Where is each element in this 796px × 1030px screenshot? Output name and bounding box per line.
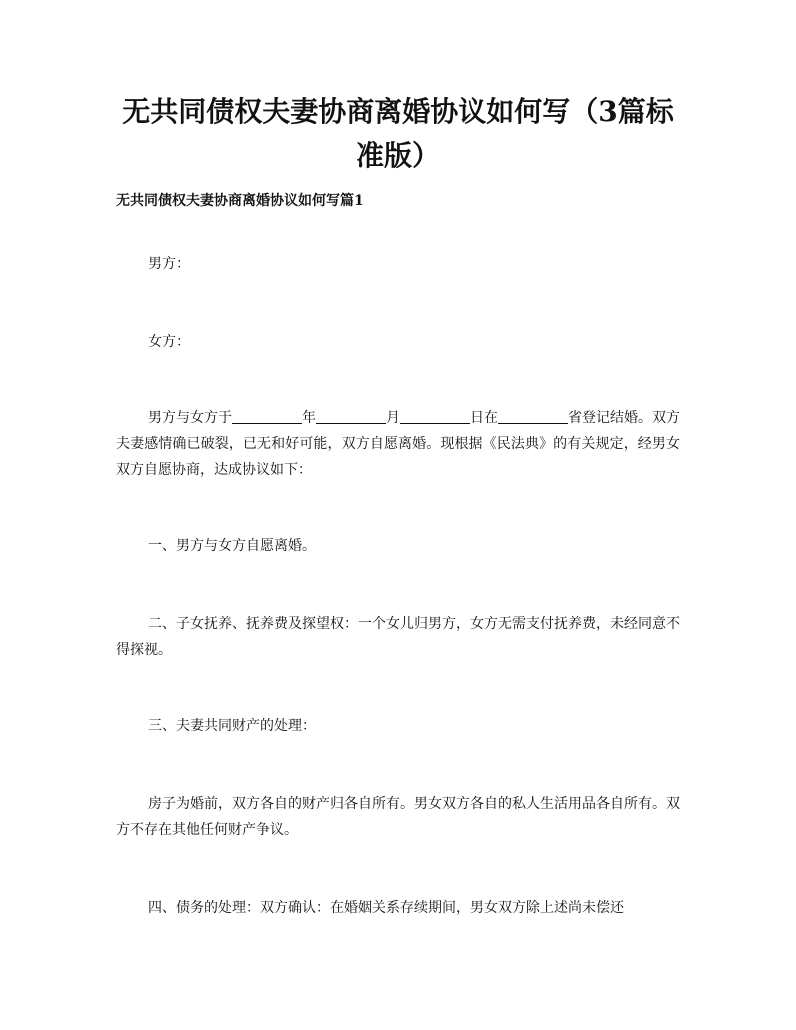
year-blank — [232, 407, 302, 424]
day-blank — [400, 407, 470, 424]
section-heading: 无共同债权夫妻协商离婚协议如何写篇1 — [116, 193, 364, 209]
clause-3: 三、夫妻共同财产的处理： — [148, 718, 316, 734]
marriage-text-4: 日在 — [470, 410, 498, 426]
woman-label: 女方： — [148, 334, 190, 350]
property-paragraph: 房子为婚前，双方各自的财产归各自所有。男女双方各自的私人生活用品各自所有。双方不存在其他任何财产争议。 — [116, 796, 680, 838]
month-blank — [316, 407, 386, 424]
clause-2: 二、子女抚养、抚养费及探望权：一个女儿归男方，女方无需支付抚养费，未经同意不得探视。 — [116, 616, 680, 658]
province-blank — [498, 407, 568, 424]
marriage-text-2: 年 — [302, 410, 316, 426]
marriage-text-3: 月 — [386, 410, 400, 426]
marriage-text-1: 男方与女方于 — [148, 410, 232, 426]
man-label: 男方： — [148, 256, 190, 272]
clause-1: 一、男方与女方自愿离婚。 — [148, 538, 316, 554]
marriage-text-5: 省登记结婚。双方夫妻感情确已破裂，已无和好可能，双方自愿离婚。现根据《民法典》的有关规定，经男女双方自愿协商，达成协议如下： — [116, 410, 680, 478]
marriage-paragraph — [116, 405, 680, 483]
clause-4: 四、债务的处理：双方确认：在婚姻关系存续期间，男女双方除上述尚未偿还 — [148, 900, 624, 916]
document-title: 无共同债权夫妻协商离婚协议如何写（3篇标准版） — [122, 95, 674, 172]
